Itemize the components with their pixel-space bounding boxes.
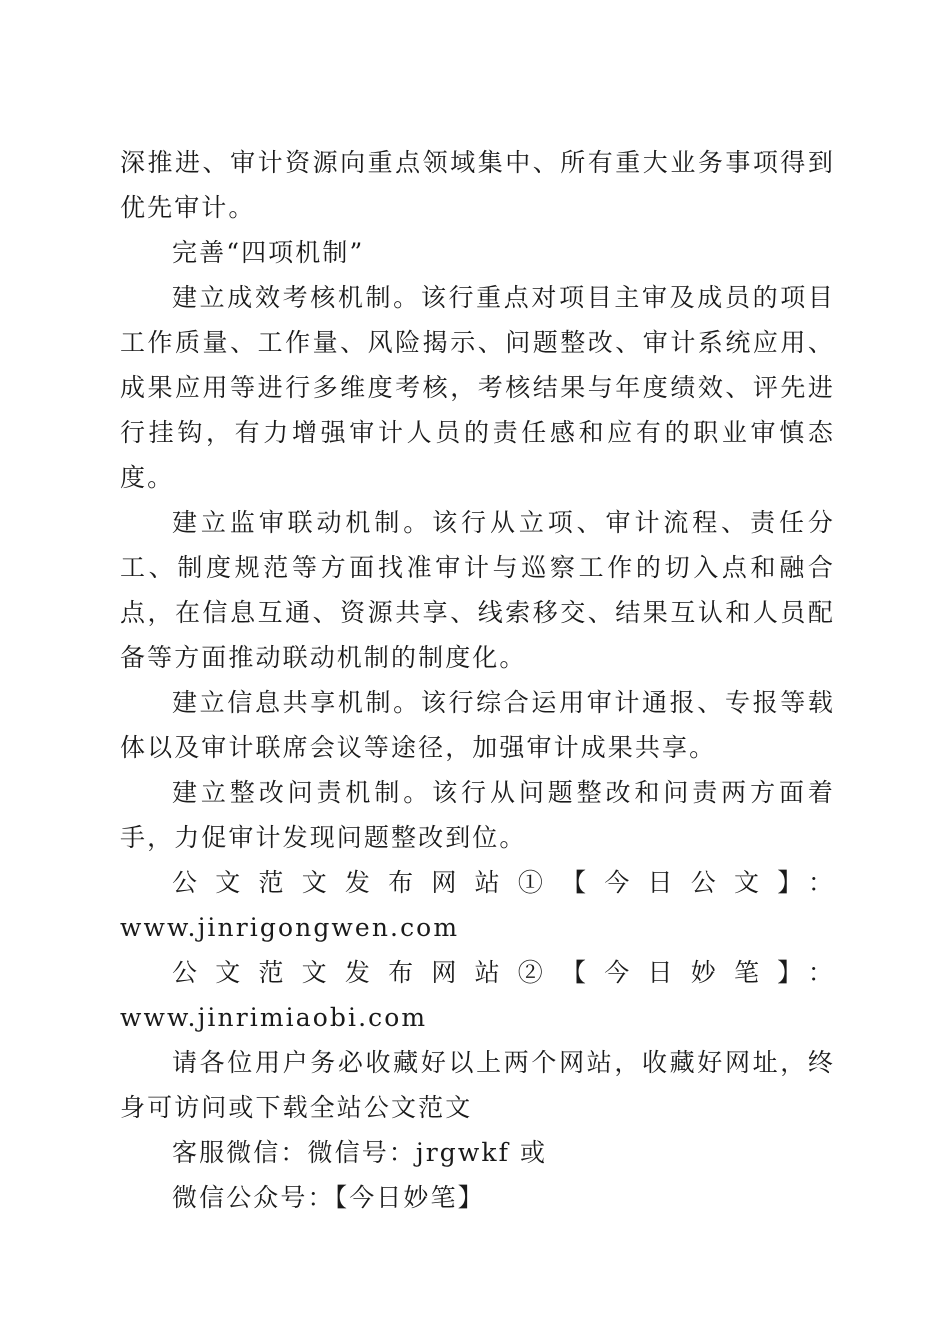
document-page xyxy=(120,140,835,1220)
site2-line: 公文范文发布网站②【今日妙笔】：www.jinrimiaobi.com xyxy=(120,958,835,1032)
official-account: 微信公众号：【今日妙笔】 xyxy=(172,1183,485,1212)
site1-url: www.jinrigongwen.com xyxy=(120,913,460,942)
paragraph-info-sharing-mechanism: 建立信息共享机制。该行综合运用审计通报、专报等载体以及审计联席会议等途径，加强审计成果共享。 xyxy=(120,688,835,762)
paragraph-performance-mechanism: 建立成效考核机制。该行重点对项目主审及成员的项目工作质量、工作量、风险揭示、问题整改、审计系统应用、成果应用等进行多维度考核，考核结果与年度绩效、评先进行挂钩，有力增强审计人员的责任感和应有的职业审慎态度。 xyxy=(120,283,835,492)
site1-label: 公文范文发布网站①【今日公文】： xyxy=(172,868,835,897)
service-wechat: 客服微信：微信号：jrgwkf 或 xyxy=(172,1138,548,1167)
section-heading: 完善“四项机制” xyxy=(172,238,365,267)
bookmark-notice: 请各位用户务必收藏好以上两个网站，收藏好网址，终身可访问或下载全站公文范文 xyxy=(120,1048,835,1122)
paragraph-supervision-mechanism: 建立监审联动机制。该行从立项、审计流程、责任分工、制度规范等方面找准审计与巡察工作的切入点和融合点，在信息互通、资源共享、线索移交、结果互认和人员配备等方面推动联动机制的制度化。 xyxy=(120,508,835,672)
paragraph-1: 深推进、审计资源向重点领域集中、所有重大业务事项得到优先审计。 xyxy=(120,148,835,222)
paragraph-accountability-mechanism: 建立整改问责机制。该行从问题整改和问责两方面着手，力促审计发现问题整改到位。 xyxy=(120,778,835,852)
